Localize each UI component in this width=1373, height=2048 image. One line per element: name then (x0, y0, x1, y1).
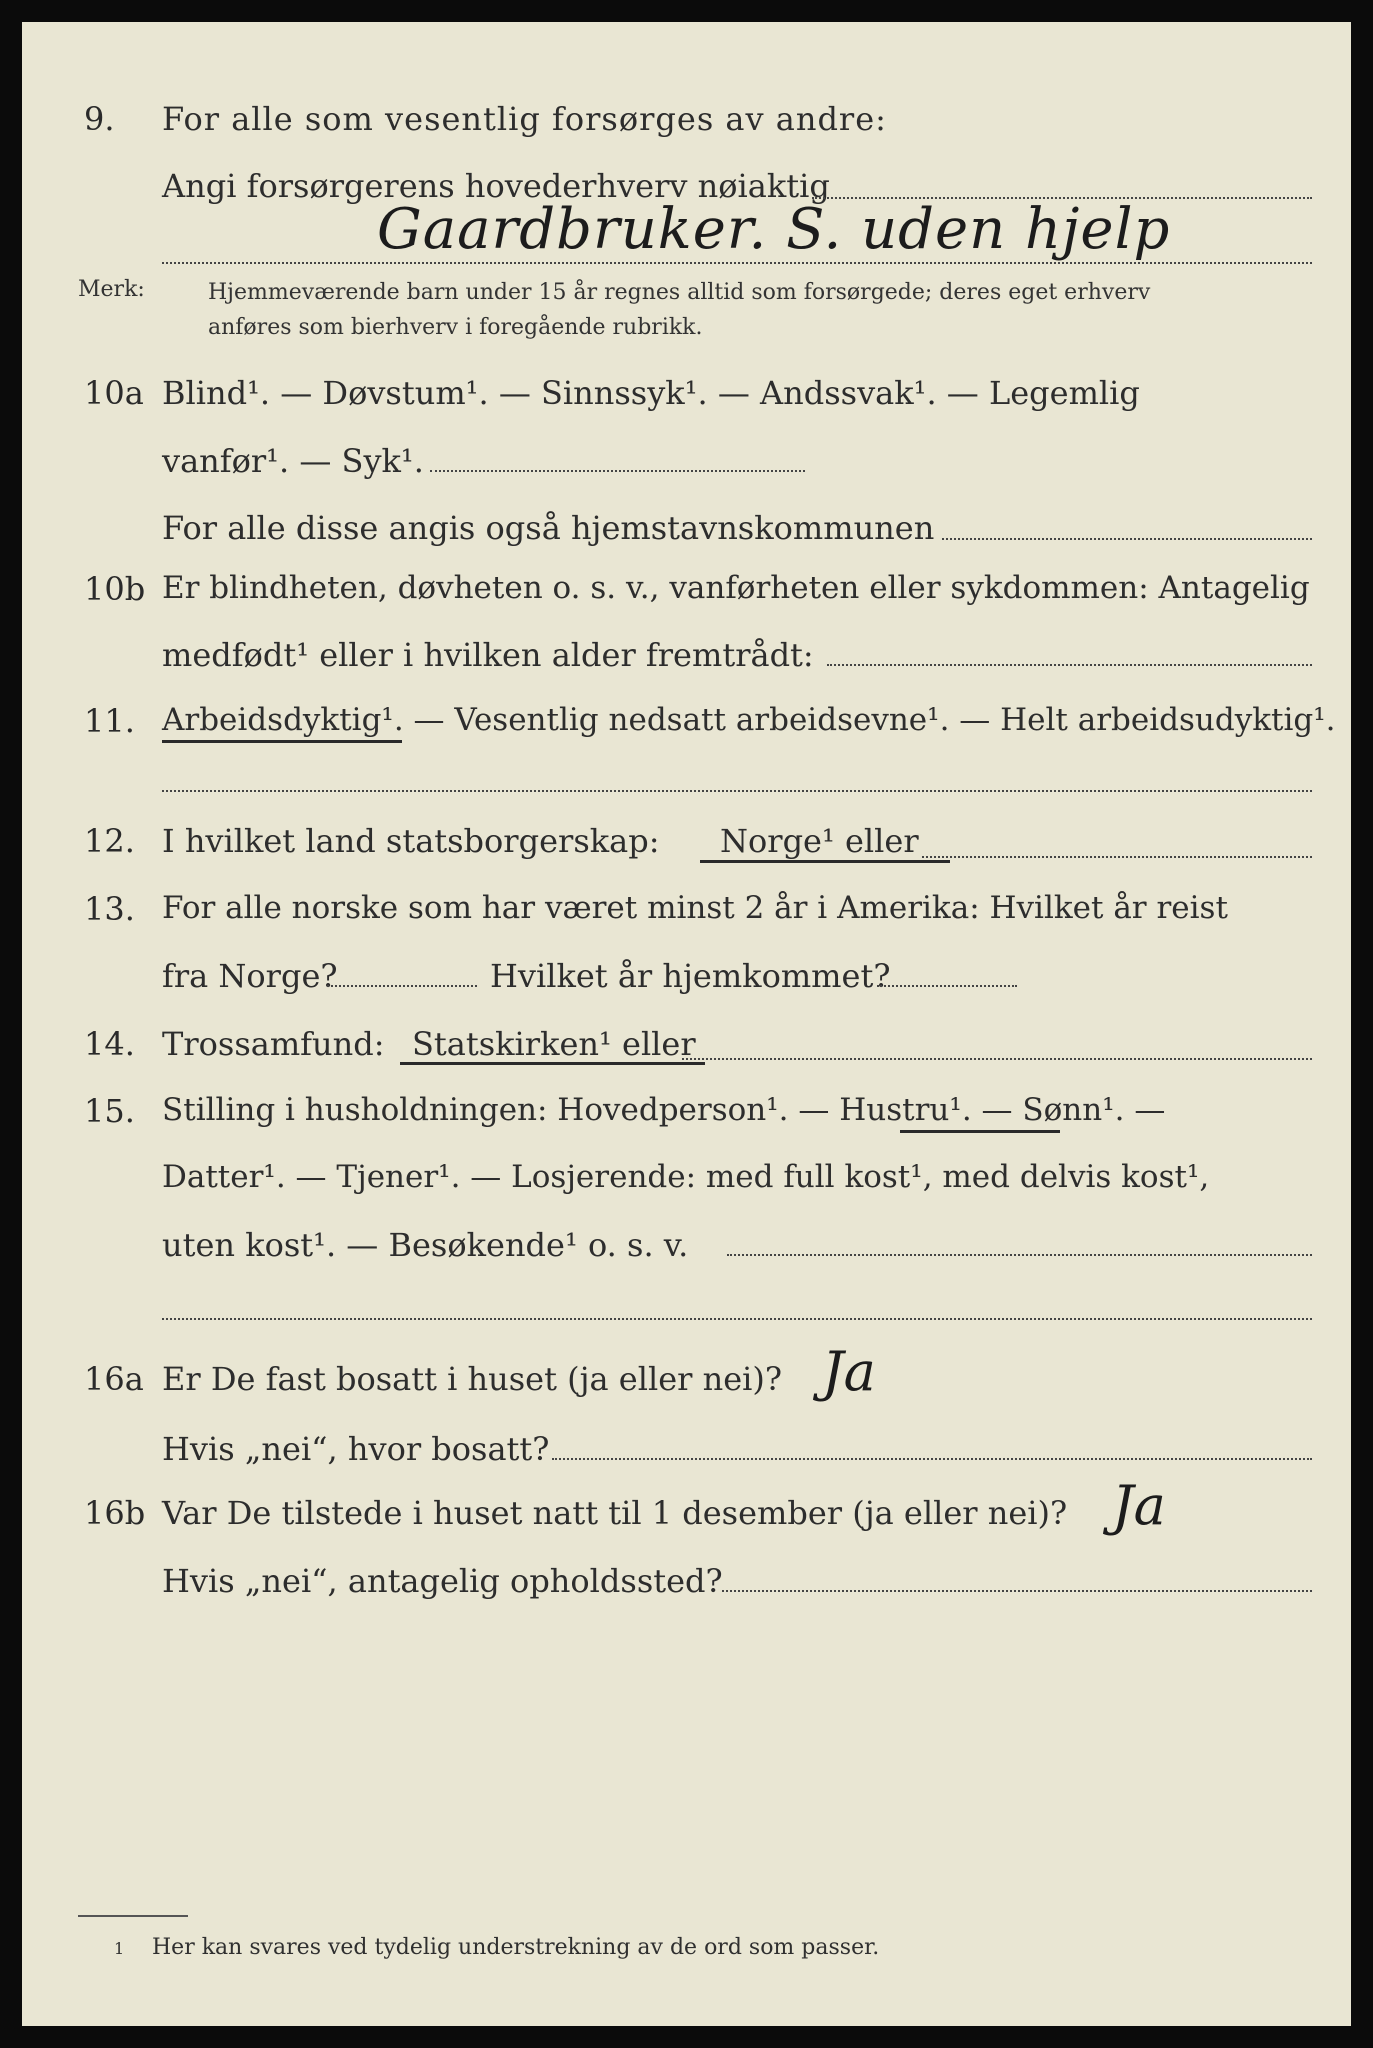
q10a-line1: Blind¹. — Døvstum¹. — Sinnssyk¹. — Andssvak¹. — Legemlig (162, 374, 1140, 412)
q10a-line3: For alle disse angis også hjemstavnskommunen (162, 509, 935, 547)
q15-line3-dots (727, 1254, 1312, 1256)
q14-dots (682, 1058, 1312, 1060)
q10b-number: 10b (84, 570, 146, 608)
q13-line2a-dots (327, 985, 477, 987)
q16a-handwritten-answer: Ja (822, 1340, 876, 1403)
q10b-line2-dots (827, 664, 1312, 666)
q16a-line2-dots (552, 1458, 1312, 1460)
q14-option: Statskirken¹ eller (412, 1025, 696, 1063)
footnote-rule (78, 1915, 188, 1917)
q11-answer-line (162, 790, 1312, 792)
q13-line2b-dots (877, 985, 1017, 987)
q16a-line1: Er De fast bosatt i huset (ja eller nei)? (162, 1360, 783, 1398)
q12-option: Norge¹ eller (720, 822, 919, 860)
census-form-page (22, 22, 1351, 2026)
q10a-line2-dots (430, 470, 805, 472)
footnote-text: Her kan svares ved tydelig understrekning av de ord som passer. (152, 1935, 880, 1960)
q14-line1: Trossamfund: (162, 1025, 385, 1063)
q10a-line3-dots (942, 538, 1312, 540)
q15-answer-line (162, 1318, 1312, 1320)
q15-line1: Stilling i husholdningen: Hovedperson¹. — Hustru¹. — Sønn¹. — (162, 1092, 1166, 1128)
merk-label: Merk: (78, 277, 145, 302)
q15-number: 15. (84, 1092, 135, 1130)
q12-number: 12. (84, 822, 135, 860)
q16b-line1: Var De tilstede i huset natt til 1 desember (ja eller nei)? (162, 1494, 1068, 1532)
q16b-number: 16b (84, 1494, 146, 1532)
q12-dots (922, 856, 1312, 858)
q13-number: 13. (84, 890, 135, 928)
q13-line2a: fra Norge? (162, 957, 338, 995)
q14-underline-statskirken (400, 1062, 705, 1065)
q10a-number: 10a (84, 374, 144, 412)
q16b-line2: Hvis „nei“, antagelig opholdssted? (162, 1562, 723, 1600)
q9-handwritten-answer: Gaardbruker. S. uden hjelp (377, 197, 1171, 262)
q9-number: 9. (84, 100, 115, 138)
q12-underline-norge (700, 860, 950, 863)
q14-number: 14. (84, 1025, 135, 1063)
q11-number: 11. (84, 702, 135, 740)
q10a-line2: vanfør¹. — Syk¹. (162, 442, 424, 480)
q10b-line1: Er blindheten, døvheten o. s. v., vanførheten eller sykdommen: Antagelig (162, 570, 1310, 606)
q15-underline-hustru (900, 1130, 1060, 1133)
q11-line1: Arbeidsdyktig¹. — Vesentlig nedsatt arbeidsevne¹. — Helt arbeidsudyktig¹. (162, 702, 1336, 738)
merk-line1: Hjemmeværende barn under 15 år regnes alltid som forsørgede; deres eget erhverv (208, 280, 1151, 305)
q16b-line2-dots (722, 1590, 1312, 1592)
q9-line1: For alle som vesentlig forsørges av andre: (162, 100, 887, 138)
q10b-line2: medfødt¹ eller i hvilken alder fremtrådt: (162, 636, 814, 674)
q16a-line2: Hvis „nei“, hvor bosatt? (162, 1430, 550, 1468)
footnote-mark: 1 (114, 1939, 125, 1958)
q15-line3: uten kost¹. — Besøkende¹ o. s. v. (162, 1226, 689, 1264)
q15-line2: Datter¹. — Tjener¹. — Losjerende: med full kost¹, med delvis kost¹, (162, 1159, 1210, 1195)
q12-line1: I hvilket land statsborgerskap: (162, 822, 660, 860)
merk-line2: anføres som bierhverv i foregående rubrikk. (208, 315, 703, 340)
q16a-number: 16a (84, 1360, 144, 1398)
q11-underline-arbeidsdyktig (162, 740, 402, 743)
q13-line2b: Hvilket år hjemkommet? (490, 957, 891, 995)
q13-line1: For alle norske som har været minst 2 år i Amerika: Hvilket år reist (162, 890, 1228, 926)
q16b-handwritten-answer: Ja (1112, 1474, 1166, 1537)
q9-line2: Angi forsørgerens hovederhverv nøiaktig (162, 167, 830, 205)
q9-answer-line (162, 262, 1312, 264)
